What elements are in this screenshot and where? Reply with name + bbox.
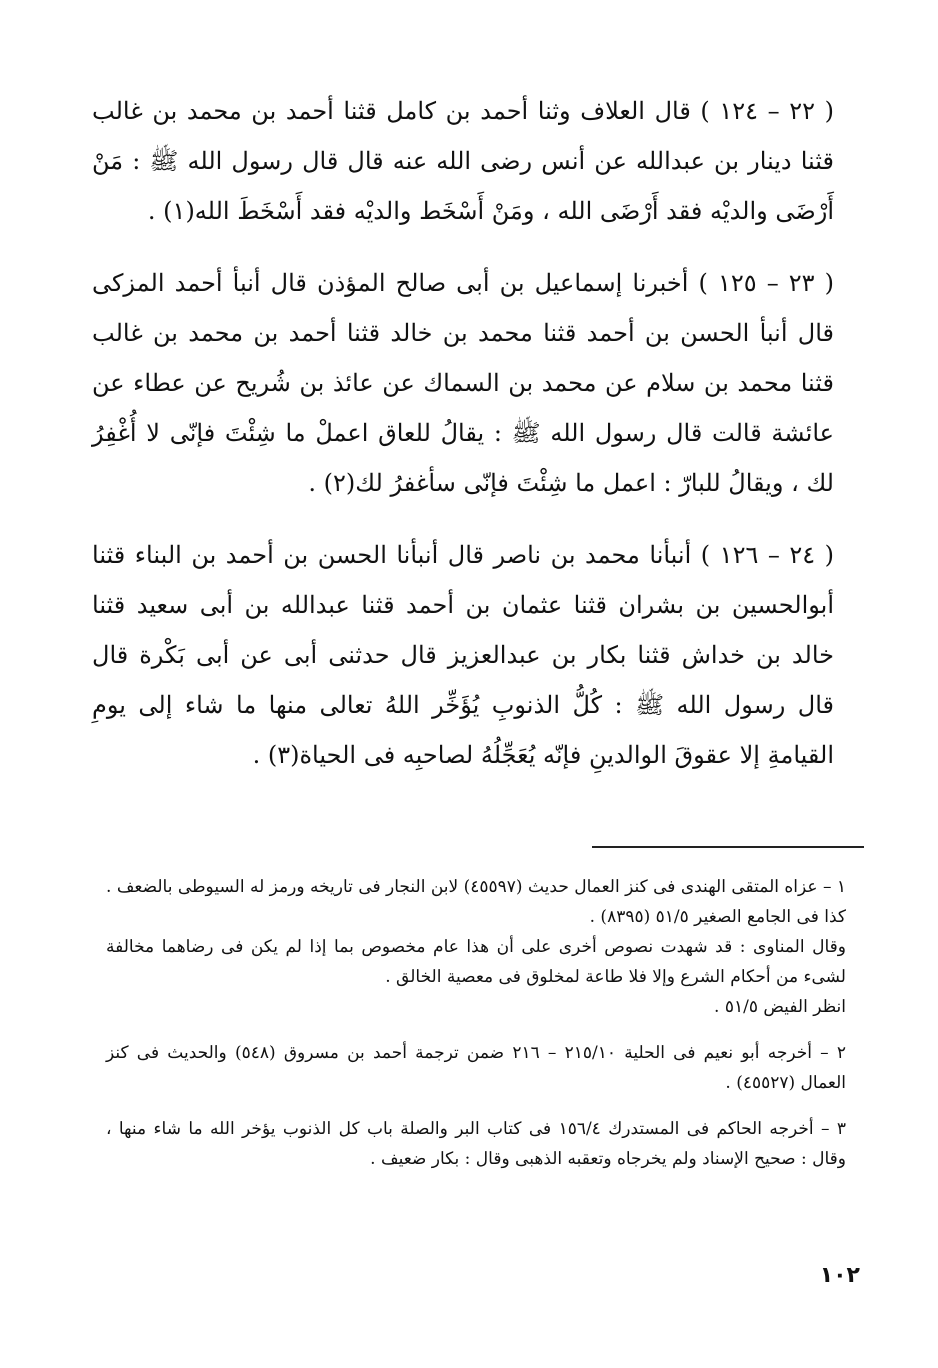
hadith-paragraph (92, 530, 834, 780)
footnote-3 (106, 1114, 846, 1174)
footnote-paragraph: ٣ – أخرجه الحاكم فى المستدرك ١٥٦/٤ فى كتاب البر والصلة باب كل الذنوب يؤخر الله ما شاء منها ، وقال : صحيح الإسناد ولم يخرجاه وتعقبه الذهبى وقال : بكار ضعيف . (106, 1119, 846, 1169)
footnotes (106, 872, 846, 1190)
main-text (92, 86, 834, 802)
footnote-paragraph: ٢ – أخرجه أبو نعيم فى الحلية ٢١٥/١٠ – ٢١٦ ضمن ترجمة أحمد بن مسروق (٥٤٨) والحديث فى كنز العمال (٤٥٥٢٧) . (106, 1043, 846, 1093)
hadith-number: ( ٢٤ – ١٢٦ ) (700, 541, 835, 569)
hadith-text: أخبرنا إسماعيل بن أبى صالح المؤذن قال أنبأ أحمد المزكى قال أنبأ الحسن بن أحمد قثنا محمد بن خالد قثنا أحمد بن محمد بن غالب قثنا محمد بن سلام عن محمد بن السماك عن عائذ بن شُريح عن عطاء عن عائشة قالت قال رسول الله ﷺ : يقالُ للعاق اعملْ ما شِئْتَ فإنّى لا أُغْفِرُ لك ، ويقالُ للبارّ : اعمل ما شِئْتَ فإنّى سأغفرُ لك(٢) . (92, 269, 834, 497)
hadith-text: أنبأنا محمد بن ناصر قال أنبأنا الحسن بن أحمد بن البناء قثنا أبوالحسين بن بشران قثنا عثمان بن أحمد قثنا عبدالله بن أبى سعيد قثنا خالد بن خداش قثنا بكار بن عبدالعزيز قال حدثنى أبى عن أبى بَكْرة قال قال رسول الله ﷺ : كُلُّ الذنوبِ يُؤَخِّر اللهُ تعالى منها ما شاء إلى يومِ القيامةِ إلا عقوقَ الوالدينِ فإنّه يُعَجِّلُهُ لصاحبِه فى الحياة(٣) . (92, 541, 834, 769)
hadith-number: ( ٢٢ – ١٢٤ ) (700, 97, 834, 125)
hadith-paragraph (92, 86, 834, 236)
page-number: ١٠٢ (819, 1263, 860, 1288)
footnote-2 (106, 1038, 846, 1098)
footnote-paragraph: ١ – عزاه المتقى الهندى فى كنز العمال حديث (٤٥٥٩٧) لابن النجار فى تاريخه ورمز له السيوطى بالضعف . كذا فى الجامع الصغير ٥١/٥ (٨٣٩٥) . (106, 877, 846, 927)
hadith-number: ( ٢٣ – ١٢٥ ) (698, 269, 835, 297)
footnote-divider (592, 846, 864, 848)
hadith-text: قال العلاف وثنا أحمد بن كامل قثنا أحمد بن محمد بن غالب قثنا دينار بن عبدالله عن أنس رضى الله عنه قال قال رسول الله ﷺ : مَنْ أَرْضَى والديْه فقد أَرْضَى الله ، ومَنْ أَسْخَط والديْه فقد أَسْخَطَ الله(١) . (92, 97, 834, 225)
footnote-1 (106, 872, 846, 1022)
footnote-paragraph: وقال المناوى : قد شهدت نصوص أخرى على أن هذا عام مخصوص بما إذا لم يكن فى رضاهما مخالفة لشىء من أحكام الشرع وإلا فلا طاعة لمخلوق فى معصية الخالق . (106, 937, 846, 987)
footnote-paragraph: انظر الفيض ٥١/٥ . (714, 997, 846, 1017)
hadith-paragraph (92, 258, 834, 508)
